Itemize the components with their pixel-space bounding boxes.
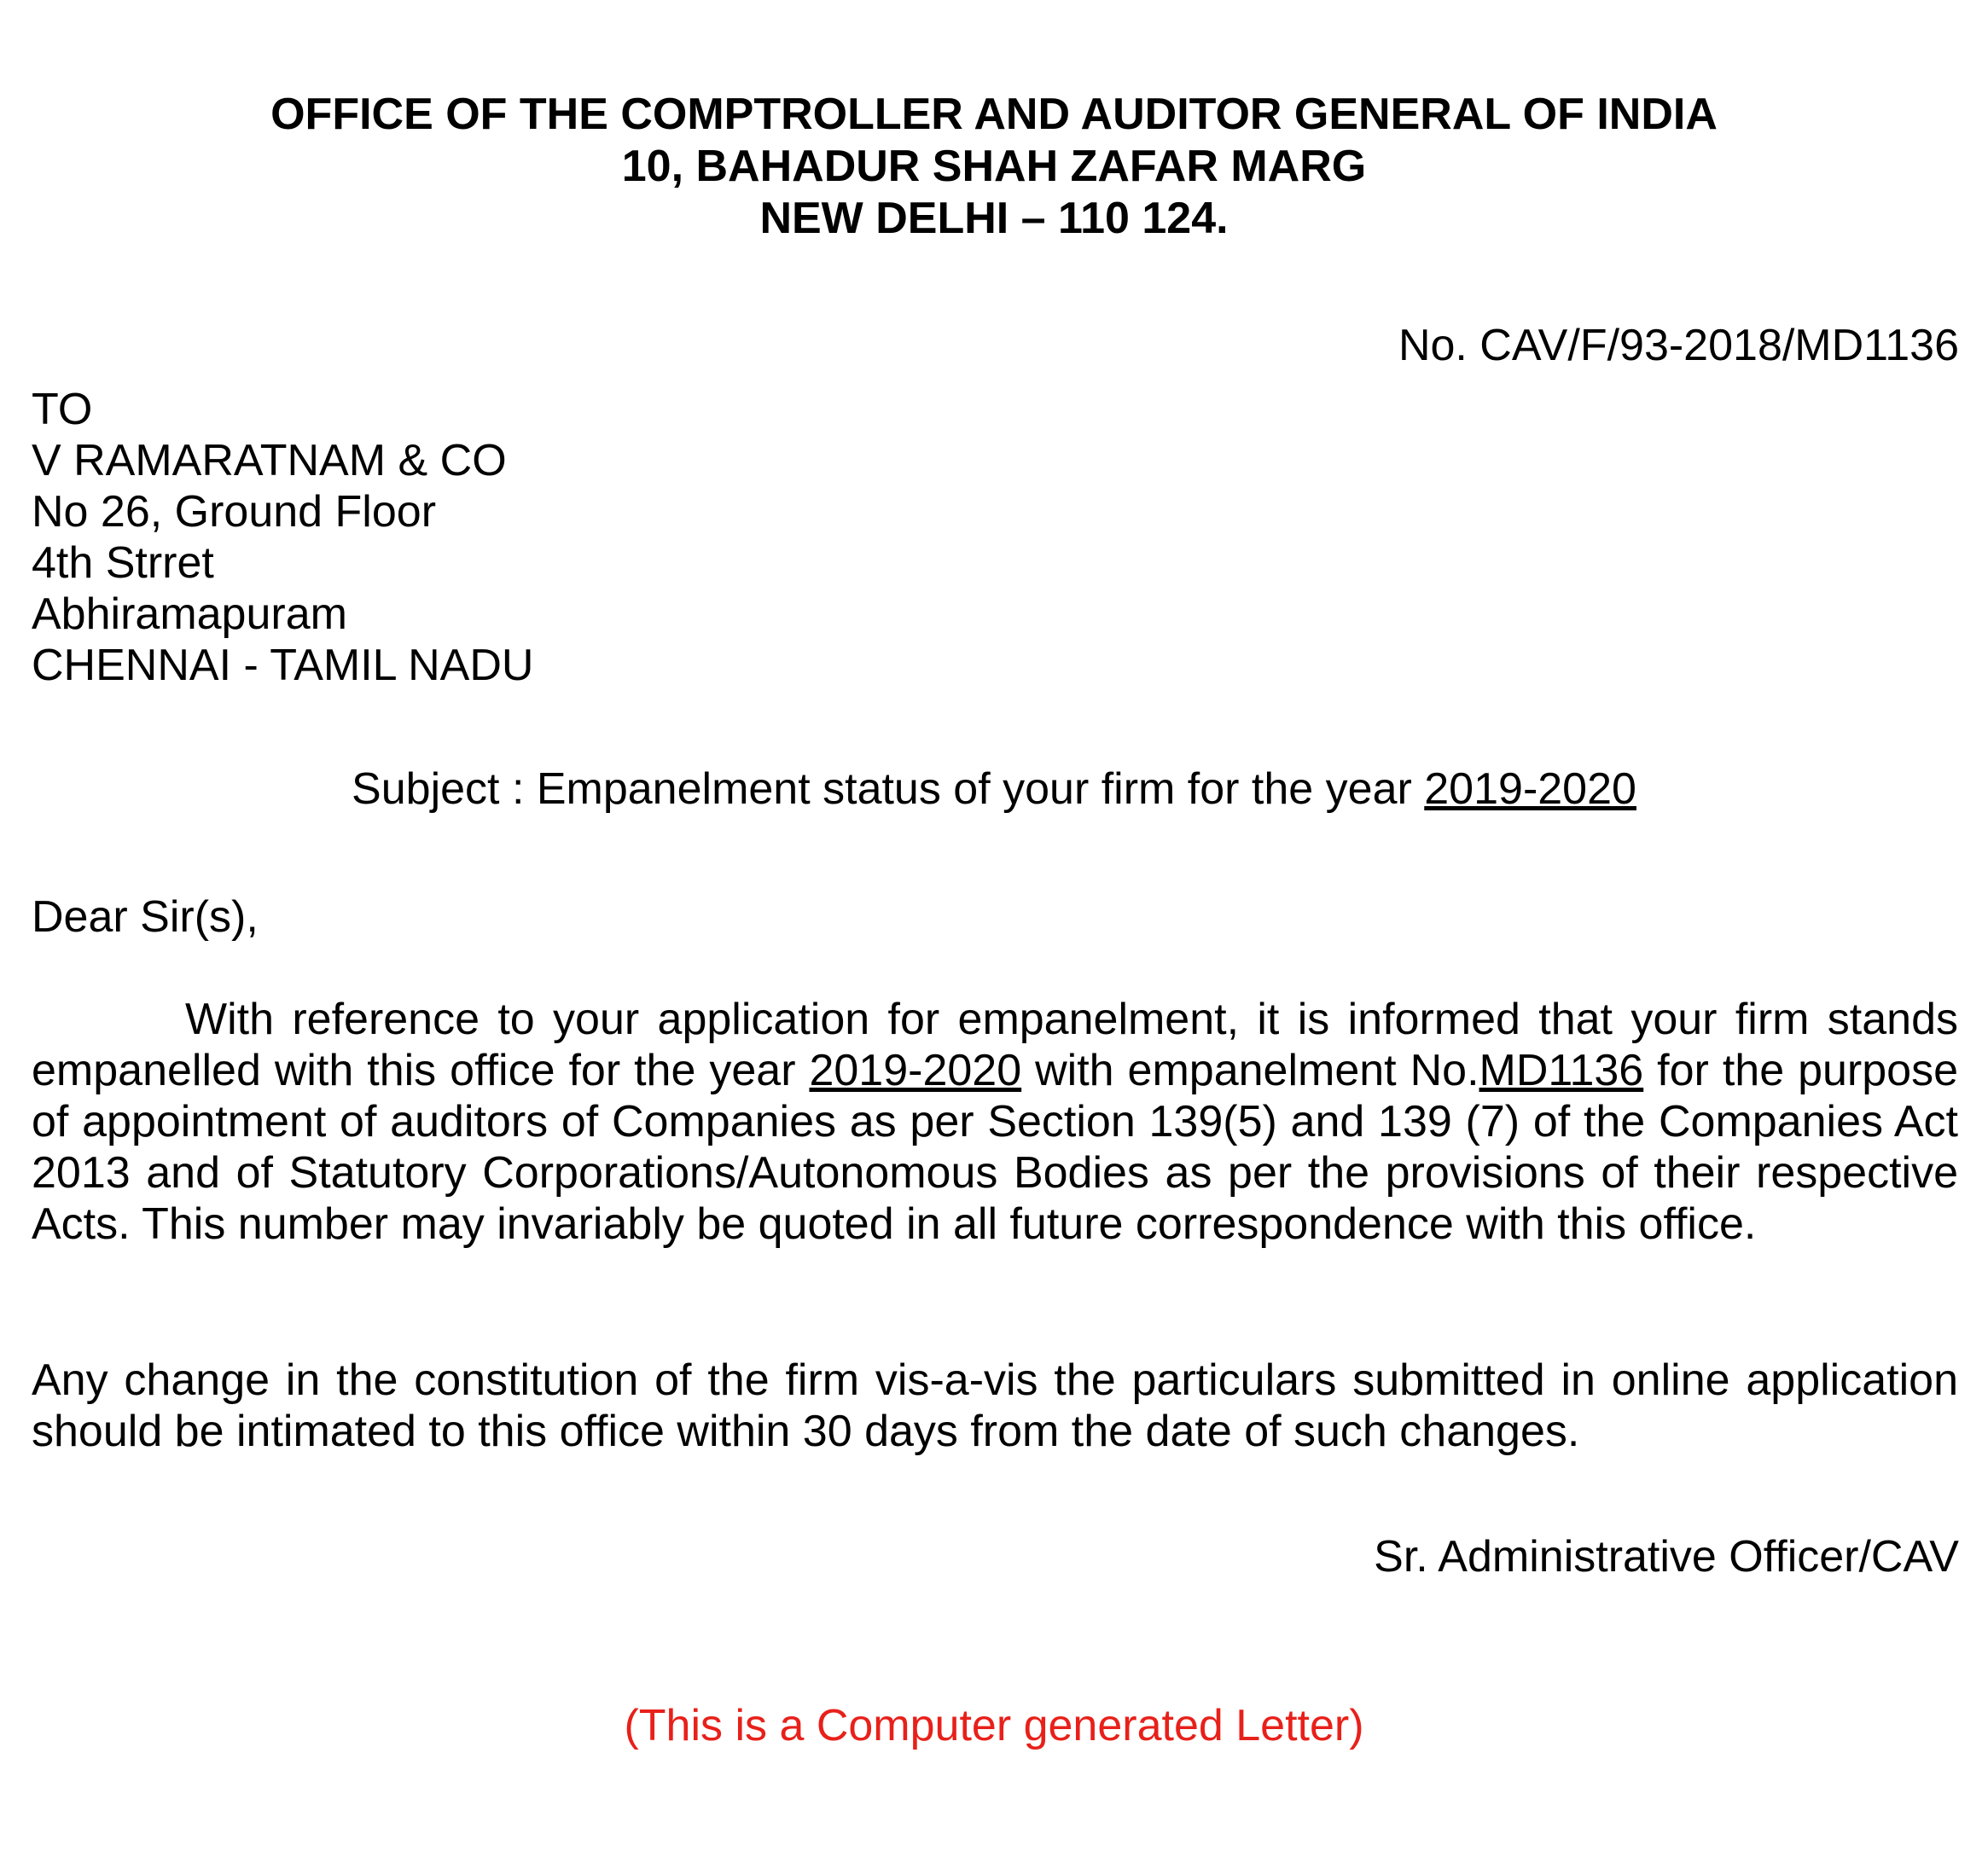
computer-generated-note: (This is a Computer generated Letter): [624, 1701, 1364, 1750]
subject-text: Subject : Empanelment status of your firm for the year: [352, 764, 1425, 814]
address-firm: V RAMARATNAM & CO: [32, 436, 507, 485]
address-line-4: CHENNAI - TAMIL NADU: [32, 641, 534, 690]
address-line-1: No 26, Ground Floor: [32, 487, 437, 537]
recipient-address: [32, 384, 533, 691]
body-paragraph-2: Any change in the constitution of the firm vis-a-vis the particulars submitted in online application should be intimated to this office within 30 days from the date of such changes.: [32, 1355, 1958, 1456]
subject-year: 2019-2020: [1424, 764, 1636, 814]
header-street: 10, BAHADUR SHAH ZAFAR MARG: [621, 142, 1367, 191]
paragraph1-empanelment-number: MD1136: [1479, 1046, 1644, 1095]
subject-line: [0, 763, 1988, 816]
body-paragraph-1: [32, 994, 1958, 1250]
signature-designation: Sr. Administrative Officer/CAV: [1374, 1532, 1959, 1582]
header-city: NEW DELHI – 110 124.: [759, 194, 1229, 243]
paragraph1-part1: With reference to your application for empanelment, it is informed that your firm stands empanelled with this office for the year: [32, 995, 1958, 1095]
paragraph1-year: 2019-2020: [809, 1046, 1022, 1095]
header-office-name: OFFICE OF THE COMPTROLLER AND AUDITOR GENERAL OF INDIA: [270, 90, 1718, 139]
reference-number: No. CAV/F/93-2018/MD1136: [1398, 321, 1959, 370]
address-to: TO: [32, 385, 93, 434]
salutation: Dear Sir(s),: [32, 892, 259, 942]
address-line-2: 4th Strret: [32, 538, 214, 588]
paragraph1-part2: with empanelment No.: [1021, 1046, 1479, 1095]
letter-header: [0, 89, 1988, 245]
paragraph1-part3: for the purpose of appointment of auditors of Companies as per Section 139(5) and 139 (7) of the Companies Act 2013 and of Statutory Corporations/Autonomous Bodies as per the provisions of their respective Acts. This number may invariably be quoted in all future correspondence with this office.: [32, 1046, 1958, 1249]
address-line-3: Abhiramapuram: [32, 589, 347, 639]
